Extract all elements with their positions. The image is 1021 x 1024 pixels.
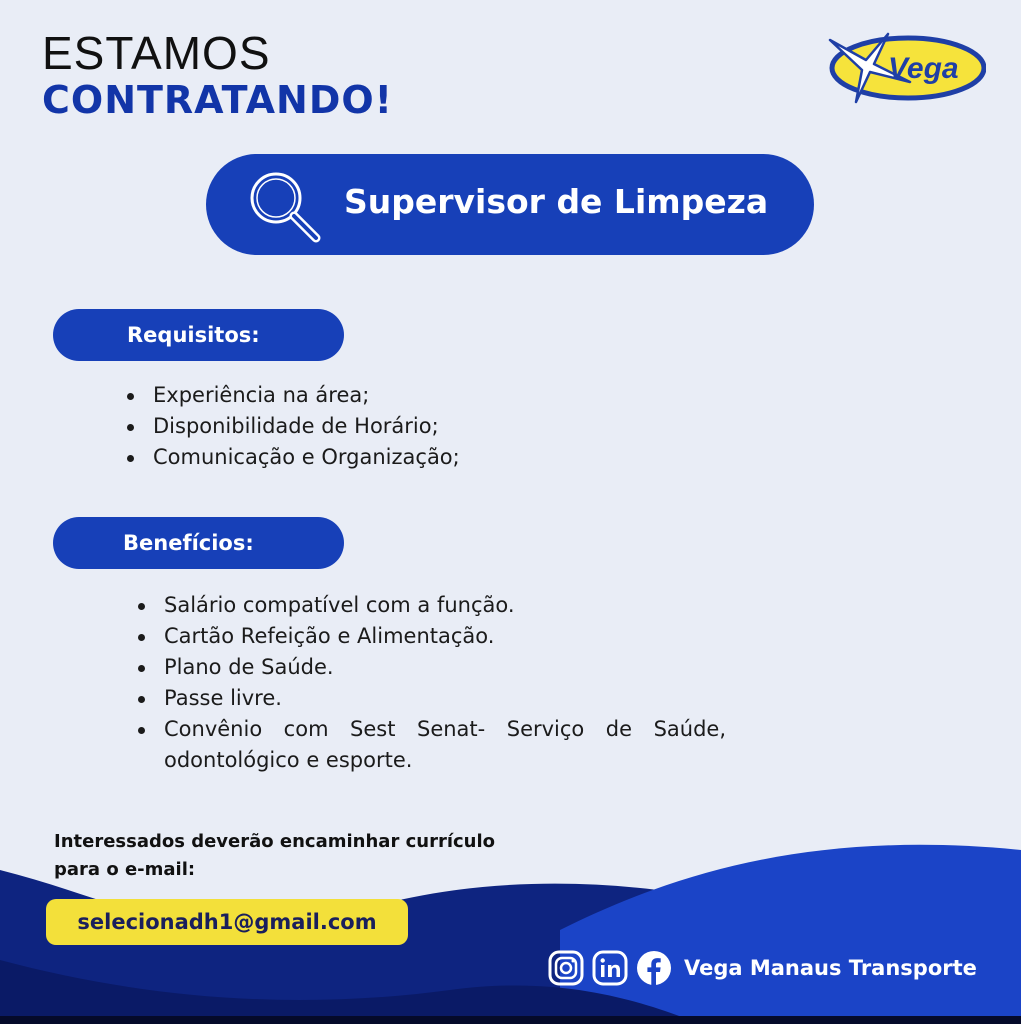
instagram-icon[interactable] — [548, 950, 584, 986]
linkedin-icon[interactable] — [592, 950, 628, 986]
list-item: Comunicação e Organização; — [123, 442, 460, 473]
list-item: Experiência na área; — [123, 380, 460, 411]
requisitos-list — [123, 380, 460, 473]
list-item: Plano de Saúde. — [134, 652, 726, 683]
beneficios-label: Benefícios: — [53, 517, 344, 569]
search-icon — [244, 168, 324, 244]
list-item: Salário compatível com a função. — [134, 590, 726, 621]
list-item: Convênio com Sest Senat- Serviço de Saúde, odontológico e esporte. — [134, 714, 726, 776]
facebook-icon[interactable] — [636, 950, 672, 986]
contact-instructions — [54, 828, 574, 884]
headline-contratando: CONTRATANDO! — [42, 78, 393, 122]
bottom-bar — [0, 1016, 1021, 1024]
company-name: Vega Manaus Transporte — [684, 956, 977, 980]
list-item: Cartão Refeição e Alimentação. — [134, 621, 726, 652]
contact-line-1: Interessados deverão encaminhar currículo — [54, 831, 496, 852]
social-footer — [548, 946, 977, 990]
list-item: Disponibilidade de Horário; — [123, 411, 460, 442]
headline-estamos: ESTAMOS — [42, 27, 271, 79]
beneficios-list — [134, 590, 726, 776]
job-title-banner — [206, 154, 814, 255]
logo-text: Vega — [888, 52, 959, 85]
job-title: Supervisor de Limpeza — [344, 182, 769, 221]
email-address[interactable]: selecionadh1@gmail.com — [46, 899, 408, 945]
contact-line-2: para o e-mail: — [54, 859, 196, 880]
list-item: Passe livre. — [134, 683, 726, 714]
requisitos-label: Requisitos: — [53, 309, 344, 361]
vega-logo — [826, 30, 986, 104]
